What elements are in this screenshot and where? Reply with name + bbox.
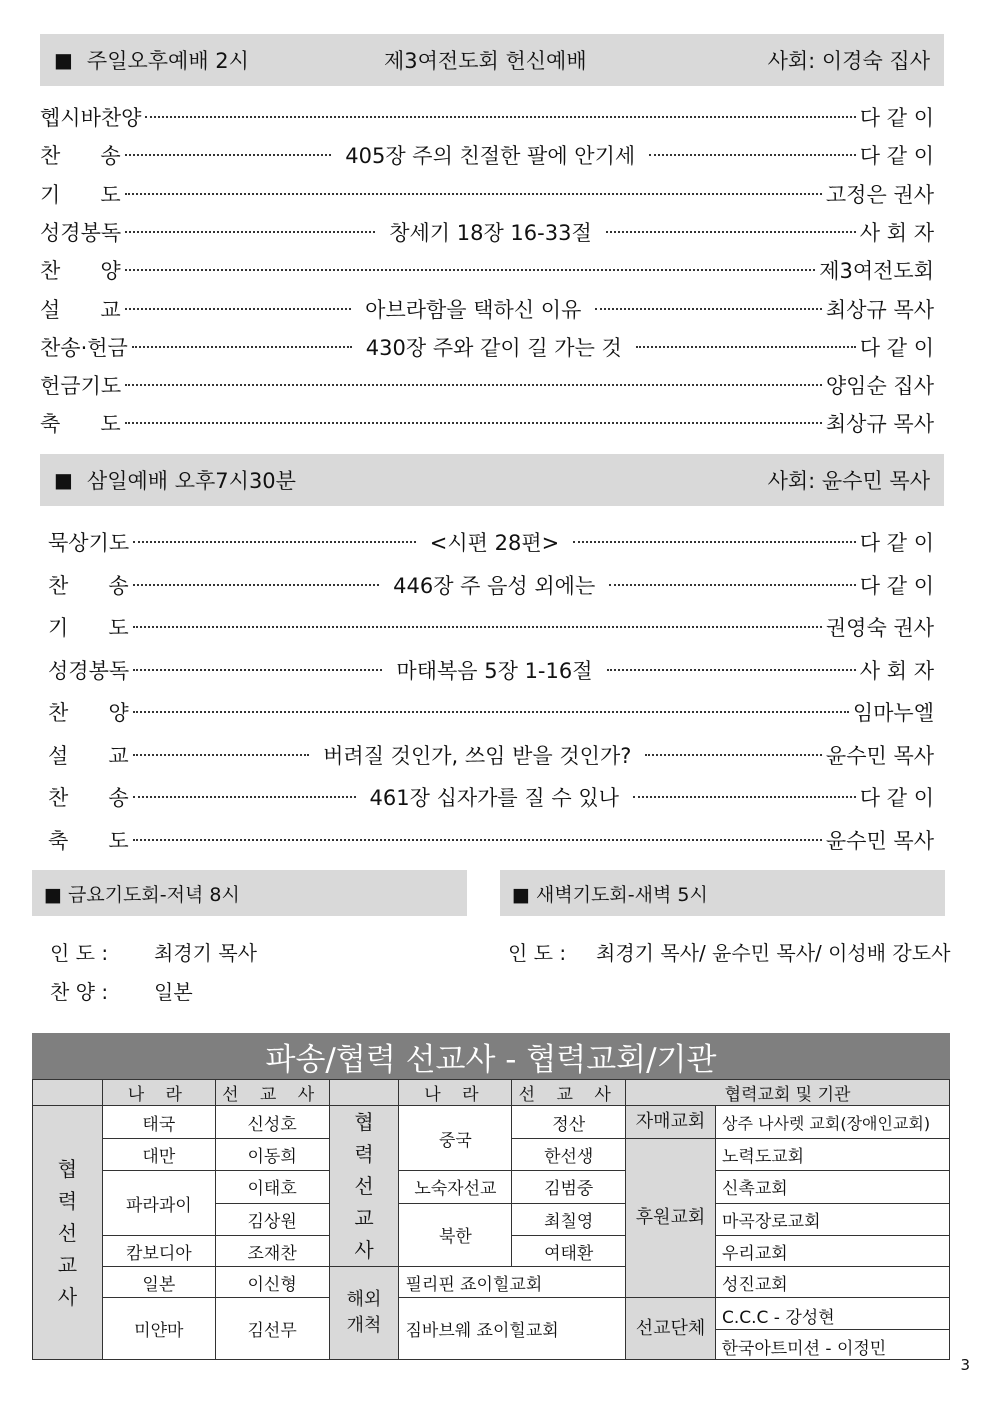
order-label: 기 도 (48, 616, 129, 640)
friday-praise-value: 일본 (154, 980, 193, 1004)
order-person: 임마누엘 (852, 701, 934, 725)
order-label: 묵상기도 (48, 531, 130, 555)
order-person: 다 같 이 (859, 531, 935, 555)
order-person: 윤수민 목사 (825, 743, 935, 768)
order-label: 찬송·헌금 (40, 335, 128, 360)
order-label: 성경봉독 (40, 220, 122, 245)
order-content: <시편 28편> (429, 531, 560, 555)
order-label: 찬 송 (40, 144, 121, 169)
order-row (40, 370, 934, 400)
dot-leader (125, 269, 816, 271)
order-content: 버려질 것인가, 쓰임 받을 것인가? (323, 743, 632, 768)
order-content: 446장 주 음성 외에는 (393, 573, 596, 598)
org-item: 한국아트미션 - 이정민 (721, 1338, 887, 1359)
order-person: 양임순 집사 (825, 374, 934, 399)
order-content: 창세기 18장 16-33절 (389, 220, 592, 245)
dot-leader (145, 116, 855, 118)
sunday-title: 제3여전도회 헌신예배 (384, 49, 587, 73)
dot-leader (133, 626, 822, 628)
dot-leader (133, 754, 310, 756)
sister-label: 자매교회 (626, 1106, 716, 1139)
order-row (48, 527, 934, 557)
order-person: 윤수민 목사 (825, 828, 934, 853)
dawn-lead-value: 최경기 목사/ 윤수민 목사/ 이성배 강도사 (596, 941, 951, 965)
order-person: 다 같 이 (859, 786, 935, 810)
dot-leader (133, 796, 356, 798)
order-label: 찬 양 (40, 259, 121, 284)
table-cell: 대만 (102, 1139, 215, 1171)
support-church: 노력도교회 (715, 1139, 949, 1171)
support-church: 신촉교회 (715, 1171, 949, 1203)
overseas-label: 해외 개척 (329, 1267, 399, 1360)
sunday-host: 사회: 이경숙 집사 (767, 49, 930, 73)
order-row (40, 179, 934, 209)
order-row (40, 332, 934, 362)
order-label: 설 교 (48, 743, 129, 768)
order-label: 성경봉독 (48, 658, 130, 683)
order-row (40, 140, 934, 170)
order-row (40, 294, 934, 324)
table-cell: 노숙자선교 (399, 1171, 512, 1203)
sister-church: 상주 나사렛 교회(장애인교회) (715, 1106, 949, 1139)
order-row (48, 697, 934, 727)
square-bullet-icon: ■ (54, 48, 73, 72)
order-person: 고정은 권사 (825, 182, 934, 207)
support-church: 성진교회 (715, 1267, 949, 1298)
friday-praise-label: 찬 양 : (50, 980, 109, 1004)
order-label: 찬 송 (48, 573, 129, 598)
order-row (48, 740, 934, 770)
dot-leader (606, 231, 856, 233)
dot-leader (125, 231, 375, 233)
table-cell: 이동희 (215, 1139, 329, 1171)
order-content: 마태복음 5장 1-16절 (396, 658, 593, 683)
table-cell: 김상원 (215, 1203, 329, 1235)
missions-table (32, 1079, 950, 1360)
table-cell: 조재찬 (215, 1236, 329, 1267)
order-person: 최상규 목사 (825, 412, 934, 437)
dot-leader (607, 669, 856, 671)
table-cell: 신성호 (215, 1106, 329, 1139)
order-row (48, 570, 934, 600)
order-person: 다 같 이 (859, 106, 934, 130)
dot-leader (649, 154, 856, 156)
order-person: 다 같 이 (859, 573, 934, 598)
table-cell: 태국 (102, 1106, 215, 1139)
friday-lead-value: 최경기 목사 (154, 941, 257, 965)
dot-leader (125, 384, 822, 386)
dot-leader (595, 308, 822, 310)
table-cell: 일본 (102, 1267, 215, 1298)
wednesday-time: 삼일예배 오후7시30분 (86, 469, 296, 493)
order-person: 다 같 이 (859, 144, 934, 169)
table-cell: 캄보디아 (102, 1236, 215, 1267)
divider (715, 1329, 949, 1330)
order-row (48, 782, 934, 812)
order-person: 사 회 자 (859, 220, 934, 245)
order-row (40, 102, 934, 132)
dot-leader (133, 541, 416, 543)
order-label: 찬 송 (48, 786, 129, 810)
order-content: 430장 주와 같이 길 가는 것 (365, 335, 622, 360)
table-cell: 여태환 (512, 1236, 626, 1267)
wednesday-header (40, 454, 944, 506)
dot-leader (609, 584, 856, 586)
order-person: 권영숙 권사 (825, 616, 934, 640)
order-label: 기 도 (40, 182, 121, 207)
order-content: 405장 주의 친절한 팔에 안기세 (345, 144, 636, 169)
order-person: 제3여전도회 (819, 259, 934, 284)
org-label: 선교단체 (626, 1298, 716, 1360)
dot-leader (636, 346, 856, 348)
col-church: 협력교회 및 기관 (626, 1080, 950, 1106)
dot-leader (125, 308, 352, 310)
org-item: C.C.C - 강성현 (715, 1298, 949, 1360)
overseas-church: 짐바브웨 죠이힐교회 (399, 1298, 626, 1360)
overseas-church: 필리핀 죠이힐교회 (399, 1267, 626, 1298)
order-row (48, 612, 934, 642)
support-church: 우리교회 (715, 1236, 949, 1267)
table-cell: 김범중 (512, 1171, 626, 1203)
support-label: 후원교회 (626, 1139, 716, 1298)
order-person: 사 회 자 (859, 658, 934, 683)
missions-title: 파송/협력 선교사 - 협력교회/기관 (32, 1033, 950, 1079)
sunday-time: 주일오후예배 2시 (86, 49, 249, 73)
support-church: 마곡장로교회 (715, 1203, 949, 1235)
dawn-lead-label: 인 도 : (508, 941, 567, 965)
table-cell: 중국 (399, 1106, 512, 1171)
order-row (48, 655, 934, 685)
table-cell: 한선생 (512, 1139, 626, 1171)
order-label: 축 도 (40, 412, 121, 437)
order-label: 헵시바찬양 (40, 106, 142, 130)
order-content: 461장 십자가를 질 수 있나 (369, 786, 619, 810)
friday-lead-label: 인 도 : (50, 941, 109, 965)
order-row (40, 217, 934, 247)
dot-leader (125, 193, 822, 195)
table-cell: 최칠영 (512, 1203, 626, 1235)
dot-leader (133, 839, 822, 841)
dot-leader (133, 711, 849, 713)
order-label: 헌금기도 (40, 374, 122, 399)
friday-header: ■ 금요기도회-저녁 8시 (32, 870, 467, 916)
order-content: 아브라함을 택하신 이유 (365, 297, 582, 322)
dot-leader (133, 584, 380, 586)
dot-leader (573, 541, 856, 543)
order-row (40, 255, 934, 285)
table-cell: 미얀마 (102, 1298, 215, 1360)
wednesday-host: 사회: 윤수민 목사 (767, 469, 930, 493)
dot-leader (645, 754, 822, 756)
table-cell: 정산 (512, 1106, 626, 1139)
dot-leader (125, 154, 332, 156)
dot-leader (633, 796, 856, 798)
table-cell: 이태호 (215, 1171, 329, 1203)
col-country-2: 나 라 (399, 1080, 512, 1106)
order-person: 최상규 목사 (825, 297, 935, 322)
square-bullet-icon: ■ (54, 468, 73, 492)
table-cell: 김선무 (215, 1298, 329, 1360)
table-cell: 이신형 (215, 1267, 329, 1298)
table-cell: 파라과이 (102, 1171, 215, 1236)
dot-leader (125, 422, 822, 424)
col-missionary-2: 선 교 사 (512, 1080, 626, 1106)
sunday-header (40, 34, 944, 86)
col-missionary: 선 교 사 (215, 1080, 329, 1106)
col-country: 나 라 (102, 1080, 215, 1106)
order-row (48, 825, 934, 855)
order-label: 찬 양 (48, 701, 129, 725)
dot-leader (132, 346, 352, 348)
dawn-header: ■ 새벽기도회-새벽 5시 (500, 870, 945, 916)
order-label: 축 도 (48, 828, 129, 853)
order-row (40, 408, 934, 438)
order-person: 다 같 이 (859, 335, 934, 360)
table-cell: 북한 (399, 1203, 512, 1266)
page-number: 3 (960, 1356, 970, 1374)
side-left: 협 력 선 교 사 (33, 1106, 103, 1360)
dot-leader (133, 669, 382, 671)
side-mid: 협 력 선 교 사 (329, 1106, 399, 1267)
order-label: 설 교 (40, 297, 121, 322)
